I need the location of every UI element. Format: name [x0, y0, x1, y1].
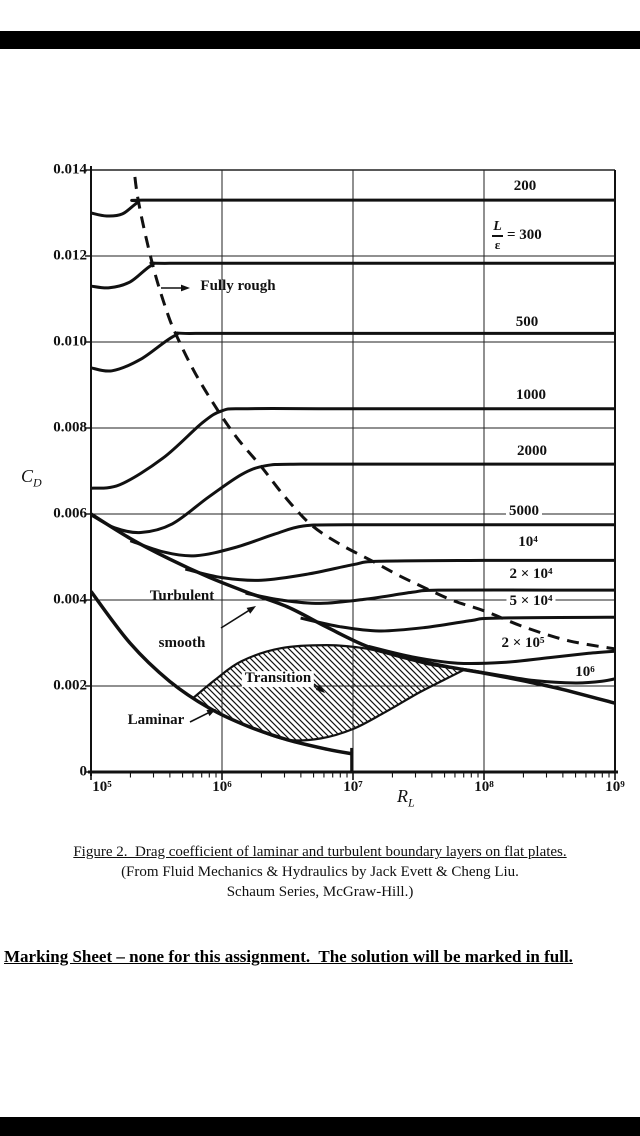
curve-label-2000: 2000	[517, 443, 547, 460]
caption-title: Figure 2. Drag coefficient of laminar and turbulent boundary layers on flat plates.	[73, 844, 567, 860]
y-tick-label: 0.008	[53, 419, 87, 436]
l-over-epsilon-fraction	[492, 220, 503, 251]
curve-rough-1e6	[460, 669, 621, 683]
y-axis-label-base: C	[21, 466, 34, 486]
y-tick-label: 0.012	[53, 247, 87, 264]
y-axis-label	[21, 466, 42, 491]
caption-source-line2: Schaum Series, McGraw-Hill.)	[226, 884, 414, 900]
y-tick-label: 0.010	[53, 333, 87, 350]
curve-rough-500	[91, 333, 622, 371]
bottom-letterbox-bar	[0, 1117, 640, 1136]
curve-label-10⁶: 10⁶	[575, 664, 595, 681]
turbulent_smooth-arrowhead	[247, 606, 256, 614]
fully_rough-arrowhead	[181, 285, 190, 292]
turbulent-smooth-label-line2: smooth	[158, 634, 206, 651]
relative-roughness-label	[492, 220, 542, 251]
figure-caption	[0, 842, 640, 902]
x-axis-label-sub: L	[408, 795, 415, 810]
turbulent_smooth-arrow-line	[221, 609, 251, 628]
curve-rough-5e4	[301, 617, 622, 631]
x-tick-label: 10⁵	[92, 779, 112, 795]
transition-label: Transition	[242, 671, 314, 687]
x-tick-label: 10⁹	[605, 779, 625, 795]
caption-source-line1: (From Fluid Mechanics & Hydraulics by Jack Evett & Cheng Liu.	[121, 864, 519, 880]
x-axis-label	[397, 786, 415, 811]
marking-banner	[0, 947, 640, 972]
curve-label-200: 200	[513, 178, 537, 195]
fraction-denominator: ε	[494, 237, 501, 252]
laminar-label: Laminar	[127, 712, 185, 729]
curve-label-2×10⁵: 2 × 10⁵	[501, 635, 545, 652]
marking-text: Marking Sheet – none for this assignment. The solution will be marked in full.	[4, 947, 573, 966]
y-tick-label: 0.014	[53, 161, 87, 178]
y-tick-label: 0.002	[53, 677, 87, 694]
x-tick-label: 10⁸	[474, 779, 494, 795]
curve-rough-2000	[91, 464, 622, 533]
y-tick-label: 0.004	[53, 591, 87, 608]
curve-label-10⁴: 10⁴	[518, 534, 538, 551]
laminar-arrow-line	[190, 712, 211, 722]
y-axis-label-sub: D	[33, 475, 42, 490]
fraction-numerator: L	[493, 219, 502, 234]
x-axis-label-base: R	[397, 786, 408, 806]
curve-label-5000: 5000	[506, 504, 542, 520]
x-tick-label: 10⁶	[212, 779, 232, 795]
curve-rough-200	[91, 200, 622, 216]
fully-rough-label: Fully rough	[200, 278, 276, 295]
fraction-equals-value: = 300	[507, 227, 542, 243]
curve-label-500: 500	[515, 314, 539, 331]
x-tick-label: 10⁷	[343, 779, 363, 795]
turbulent-smooth-label	[150, 557, 214, 683]
y-tick-label: 0.006	[53, 505, 87, 522]
y-tick-label: 0	[79, 763, 87, 780]
turbulent-smooth-label-line1: Turbulent	[149, 587, 215, 604]
curve-label-1000: 1000	[516, 387, 546, 404]
curve-rough-5000	[130, 525, 621, 556]
curve-rough-300	[91, 263, 622, 288]
curve-label-2×10⁴: 2 × 10⁴	[509, 566, 553, 583]
curve-label-5×10⁴: 5 × 10⁴	[506, 594, 555, 610]
curve-rough-2e4	[246, 590, 622, 603]
